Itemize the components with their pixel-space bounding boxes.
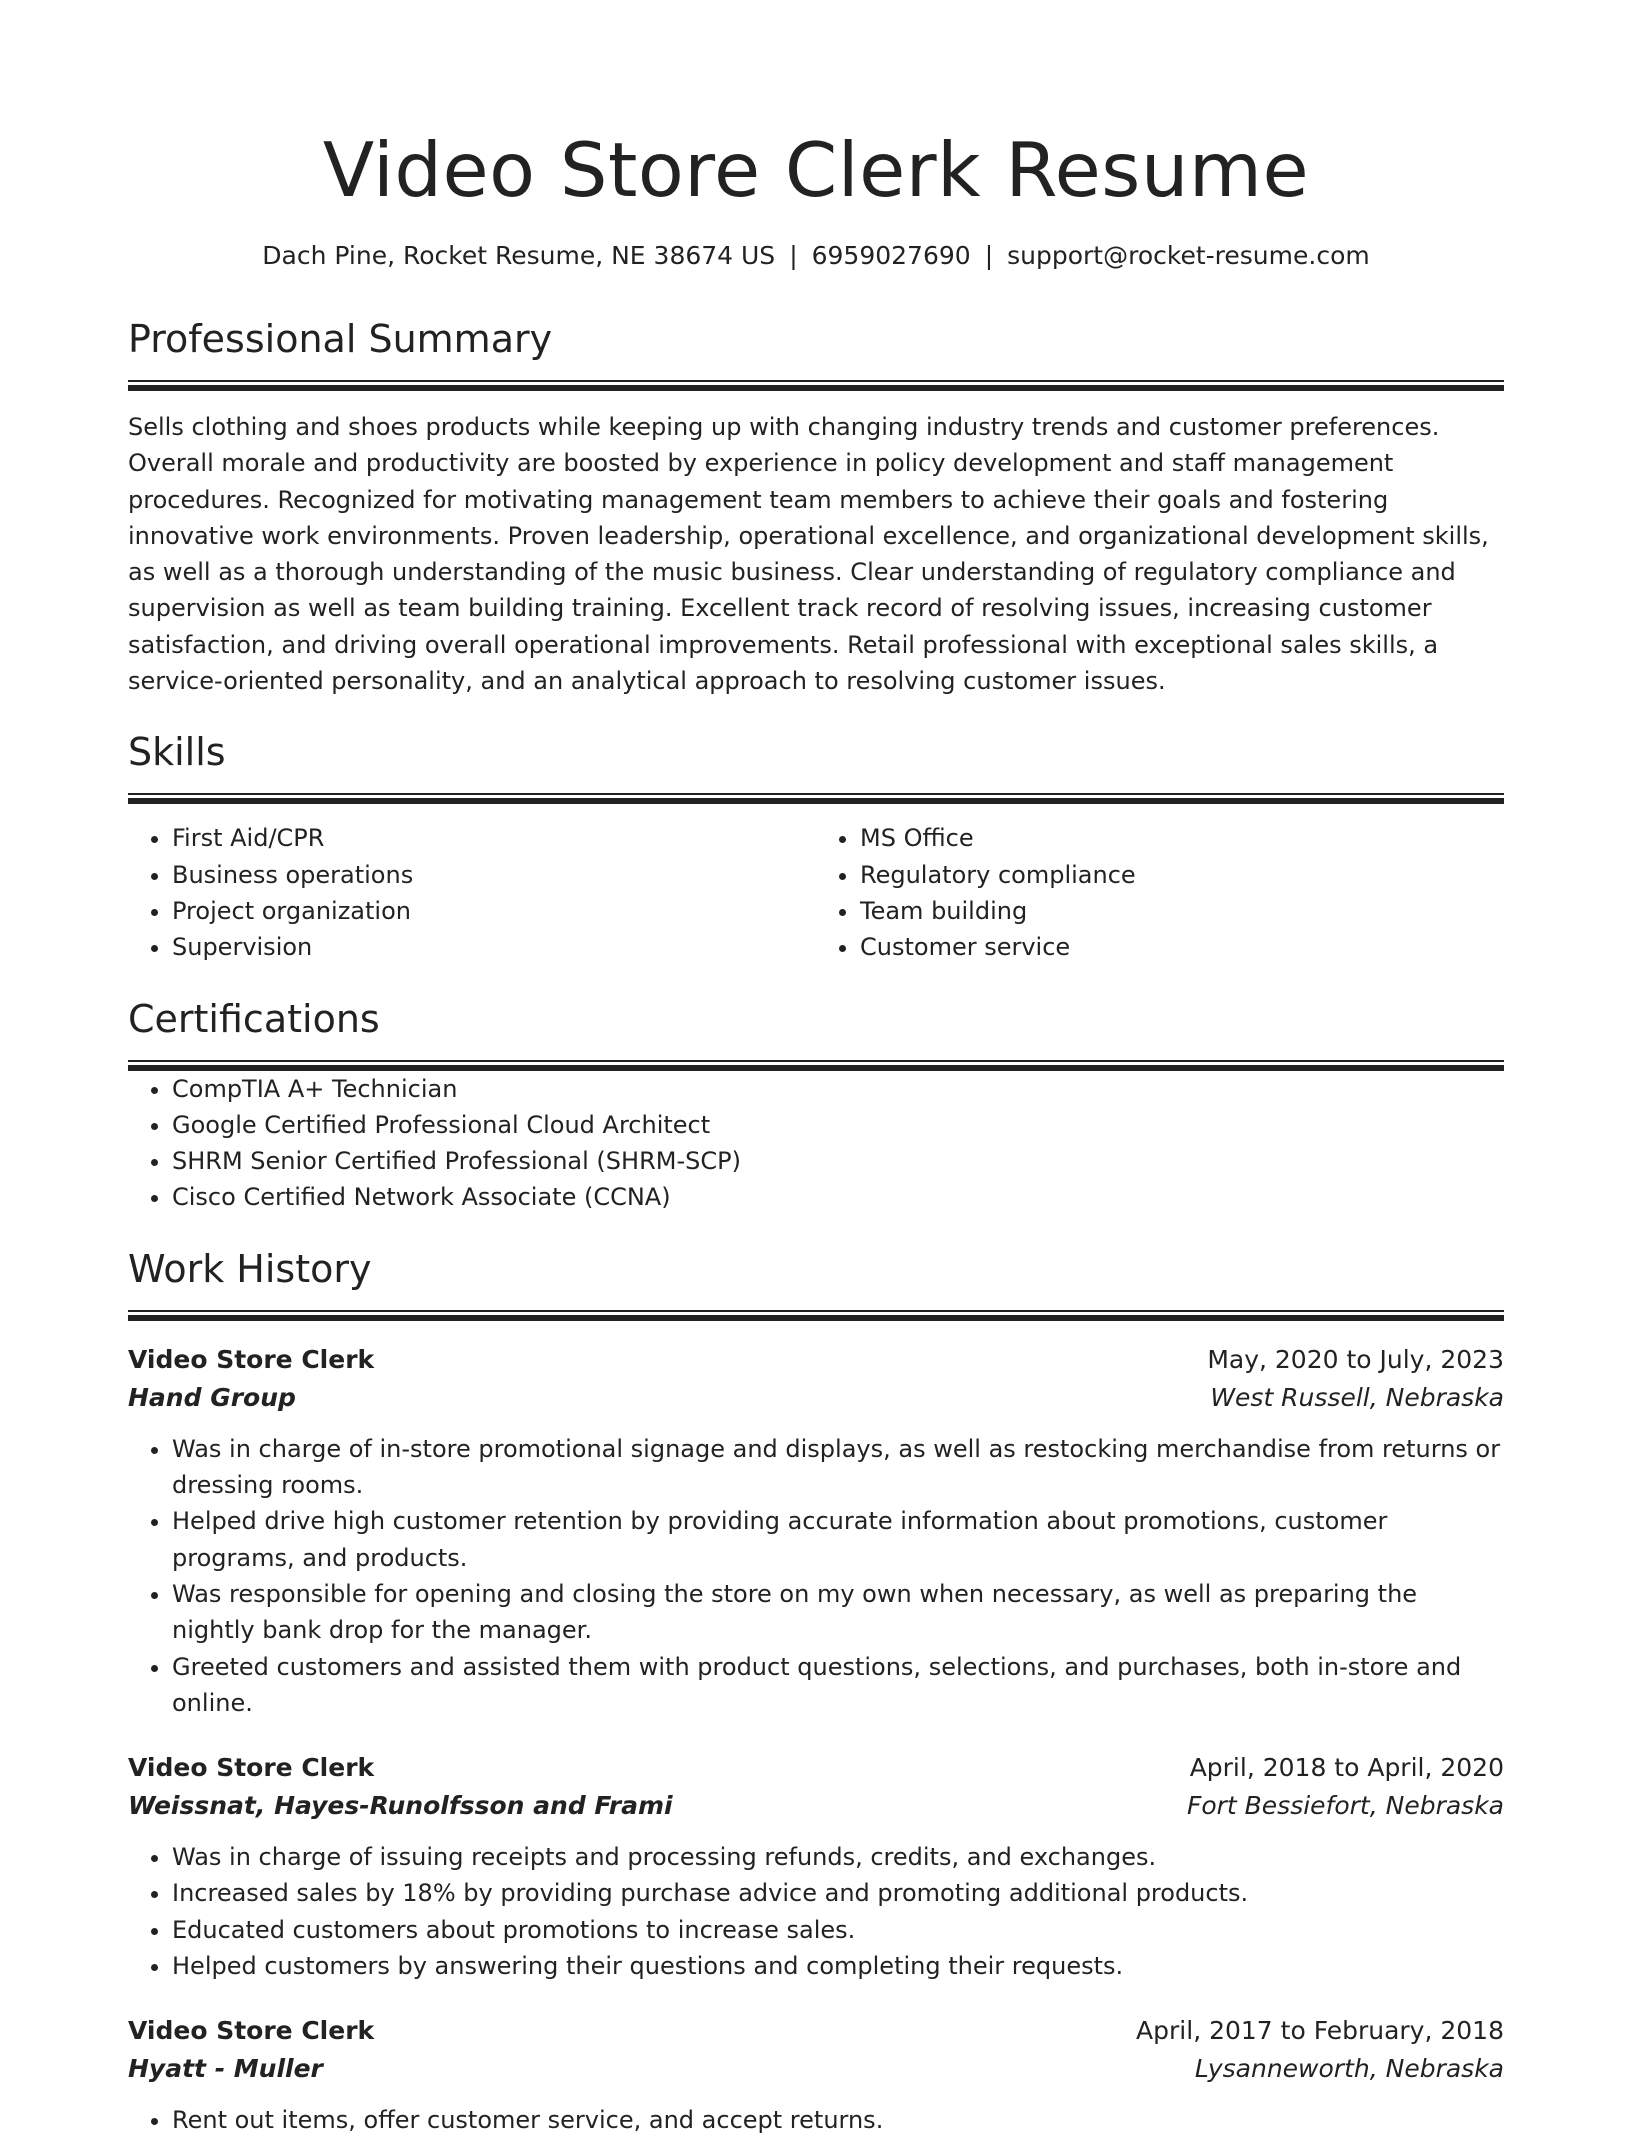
skill-item: • Regulatory compliance <box>860 857 1504 893</box>
job-entry <box>128 1749 1504 1984</box>
job-title: Video Store Clerk <box>128 2016 375 2046</box>
work-history-section <box>128 1244 1504 2139</box>
contact-email: support@rocket-resume.com <box>1007 241 1370 270</box>
certification-item: • Cisco Certified Network Associate (CCNA) <box>172 1179 1504 1215</box>
section-divider <box>128 380 1504 391</box>
job-company-row <box>128 2050 1504 2088</box>
section-divider <box>128 1310 1504 1321</box>
job-entry <box>128 2012 1504 2138</box>
job-dates: April, 2017 to February, 2018 <box>1136 2016 1504 2046</box>
summary-heading: Professional Summary <box>128 317 553 361</box>
job-duty-item: • Helped customers by answering their questions and completing their requests. <box>172 1948 1504 1984</box>
resume-title: Video Store Clerk Resume <box>322 126 1310 214</box>
job-duties-list <box>128 2102 1504 2138</box>
job-dates: April, 2018 to April, 2020 <box>1189 1753 1504 1783</box>
job-duty-item: • Was in charge of issuing receipts and processing refunds, credits, and exchanges. <box>172 1839 1504 1875</box>
job-company-row <box>128 1379 1504 1417</box>
certifications-heading: Certifications <box>128 996 380 1041</box>
certification-item: • SHRM Senior Certified Professional (SHRM-SCP) <box>172 1143 1504 1179</box>
job-title: Video Store Clerk <box>128 1344 375 1374</box>
summary-section <box>128 314 1504 699</box>
skill-item: • Supervision <box>172 929 816 965</box>
job-title: Video Store Clerk <box>128 1753 375 1783</box>
job-location: Fort Bessiefort, Nebraska <box>1186 1791 1504 1821</box>
certifications-list <box>128 1071 1504 1216</box>
job-duties-list <box>128 1839 1504 1984</box>
job-entry <box>128 1341 1504 1721</box>
job-dates: May, 2020 to July, 2023 <box>1207 1344 1504 1374</box>
contact-address: Dach Pine, Rocket Resume, NE 38674 US <box>262 241 776 270</box>
job-duty-item: • Was in charge of in-store promotional signage and displays, as well as restocking merchandise from returns or dressing rooms. <box>172 1431 1504 1504</box>
job-duty-item: • Increased sales by 18% by providing purchase advice and promoting additional products. <box>172 1875 1504 1911</box>
contact-separator: | <box>789 241 798 270</box>
section-divider <box>128 1060 1504 1071</box>
job-duty-item: • Was responsible for opening and closing the store on my own when necessary, as well as preparing the nightly bank drop for the manager. <box>172 1576 1504 1649</box>
job-location: Lysanneworth, Nebraska <box>1194 2054 1504 2084</box>
skill-item: • First Aid/CPR <box>172 820 816 856</box>
job-header-row <box>128 1749 1504 1787</box>
job-company: Weissnat, Hayes-Runolfsson and Frami <box>128 1791 673 1821</box>
summary-text: Sells clothing and shoes products while keeping up with changing industry trends and customer preferences. Overall morale and productivity are boosted by experience in policy development and staff management procedures. Recognized for motivating management team members to achieve their goals and fostering innovative work environments. Proven leadership, operational excellence, and organizational development skills, as well as a thorough understanding of the music business. Clear understanding of regulatory compliance and supervision as well as team building training. Excellent track record of resolving issues, increasing customer satisfaction, and driving overall operational improvements. Retail professional with exceptional sales skills, a service-oriented personality, and an analytical approach to resolving customer issues. <box>128 413 1489 696</box>
certification-item: • Google Certified Professional Cloud Architect <box>172 1107 1504 1143</box>
certifications-section <box>128 994 1504 1216</box>
job-duty-item: • Helped drive high customer retention by providing accurate information about promotions, customer programs, and products. <box>172 1503 1504 1576</box>
job-header-row <box>128 1341 1504 1379</box>
contact-line <box>128 238 1504 274</box>
certification-item: • CompTIA A+ Technician <box>172 1071 1504 1107</box>
job-company: Hand Group <box>128 1382 296 1412</box>
skills-grid <box>128 820 1504 965</box>
skills-list-right <box>816 820 1504 965</box>
skill-item: • Customer service <box>860 929 1504 965</box>
job-duty-item: • Rent out items, offer customer service, and accept returns. <box>172 2102 1504 2138</box>
skills-section <box>128 727 1504 965</box>
skill-item: • Project organization <box>172 893 816 929</box>
skills-heading: Skills <box>128 730 226 775</box>
skill-item: • Business operations <box>172 857 816 893</box>
job-duties-list <box>128 1431 1504 1721</box>
skill-item: • MS Office <box>860 820 1504 856</box>
contact-separator: | <box>984 241 994 270</box>
job-company: Hyatt - Muller <box>128 2054 323 2084</box>
section-divider <box>128 793 1504 804</box>
job-company-row <box>128 1787 1504 1825</box>
job-duty-item: • Greeted customers and assisted them with product questions, selections, and purchases, both in-store and online. <box>172 1649 1504 1722</box>
job-location: West Russell, Nebraska <box>1210 1382 1504 1412</box>
skills-list-left <box>128 820 816 965</box>
work-history-heading: Work History <box>128 1246 372 1291</box>
job-duty-item: • Educated customers about promotions to increase sales. <box>172 1912 1504 1948</box>
skill-item: • Team building <box>860 893 1504 929</box>
job-header-row <box>128 2012 1504 2050</box>
contact-phone: 6959027690 <box>811 241 971 270</box>
